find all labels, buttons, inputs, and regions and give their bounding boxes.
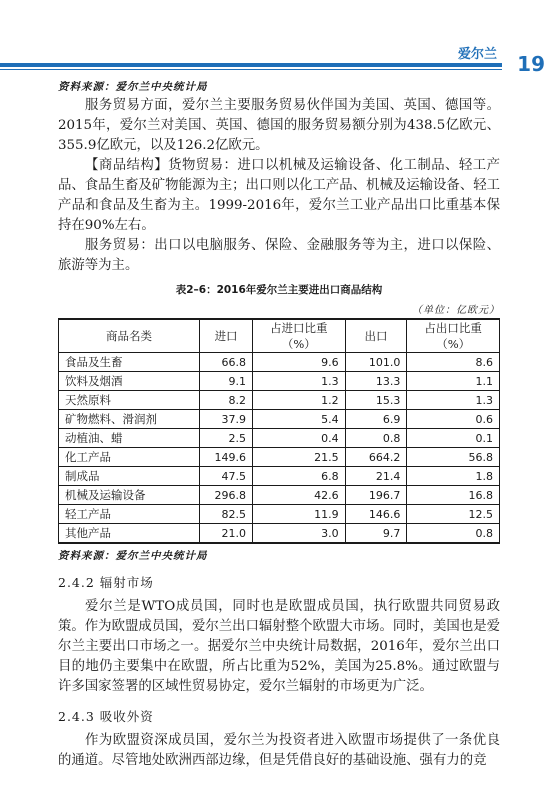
value-cell: 37.9 [200,410,253,429]
value-cell: 1.3 [253,372,346,391]
column-header: 占出口比重（%） [407,319,500,353]
value-cell: 21.4 [345,467,407,486]
table-unit: （单位：亿欧元） [412,305,500,316]
column-header: 占进口比重（%） [253,319,346,353]
value-cell: 42.6 [253,486,346,505]
column-header: 商品名类 [59,319,200,353]
section-heading: 2.4.2 辐射市场 [58,575,154,590]
table-row [59,448,500,467]
value-cell: 9.6 [253,353,346,372]
commodity-name-cell: 食品及生畜 [59,353,200,372]
source-note: 资料来源：爱尔兰中央统计局 [58,550,208,562]
value-cell: 3.0 [253,524,346,544]
value-cell: 1.8 [407,467,500,486]
section-heading: 2.4.3 吸收外资 [58,709,154,724]
value-cell: 47.5 [200,467,253,486]
table-row [59,429,500,448]
paragraph-commodity-structure: 【商品结构】货物贸易：进口以机械及运输设备、化工制品、轻工产品、食品生畜及矿物能源为主；出口则以化工产品、机械及运输设备、轻工产品和食品及生畜为主。1999-2016年，爱尔兰工业产品出口比重基本保持在90%左右。 [58,158,500,233]
commodity-name-cell: 矿物燃料、滑润剂 [59,410,200,429]
value-cell: 2.5 [200,429,253,448]
column-header: 进口 [200,319,253,353]
table-row [59,353,500,372]
page-content [58,79,500,771]
value-cell: 5.4 [253,410,346,429]
commodity-name-cell: 饮料及烟酒 [59,372,200,391]
value-cell: 0.6 [407,410,500,429]
table-header-row [59,319,500,353]
value-cell: 15.3 [345,391,407,410]
value-cell: 8.6 [407,353,500,372]
paragraph-service-trade: 服务贸易：出口以电脑服务、保险、金融服务等为主，进口以保险、旅游等为主。 [58,238,500,273]
paragraph-radiating-market: 爱尔兰是WTO成员国，同时也是欧盟成员国，执行欧盟共同贸易政策。作为欧盟成员国，爱尔兰出口辐射整个欧盟大市场。同时，美国也是爱尔兰主要出口市场之一。据爱尔兰中央统计局数据，2016年，爱尔兰出口目的地仍主要集中在欧盟，所占比重为52%，美国为25.8%。通过欧盟与许多国家签署的区域性贸易协定，爱尔兰辐射的市场更为广泛。 [58,599,500,694]
value-cell: 82.5 [200,505,253,524]
trade-structure-table [58,318,500,544]
paragraph-foreign-investment: 作为欧盟资深成员国，爱尔兰为投资者进入欧盟市场提供了一条优良的通道。尽管地处欧洲西部边缘，但是凭借良好的基础设施、强有力的竞 [58,733,500,768]
value-cell: 12.5 [407,505,500,524]
value-cell: 9.7 [345,524,407,544]
value-cell: 6.8 [253,467,346,486]
table-row [59,467,500,486]
value-cell: 1.3 [407,391,500,410]
value-cell: 0.8 [345,429,407,448]
value-cell: 6.9 [345,410,407,429]
table-row [59,524,500,544]
paragraph-services-trade: 服务贸易方面，爱尔兰主要服务贸易伙伴国为美国、英国、德国等。2015年，爱尔兰对美国、英国、德国的服务贸易额分别为438.5亿欧元、355.9亿欧元，以及126.2亿欧元。 [58,98,500,153]
commodity-name-cell: 其他产品 [59,524,200,544]
column-header: 出口 [345,319,407,353]
commodity-name-cell: 化工产品 [59,448,200,467]
value-cell: 0.1 [407,429,500,448]
header-rule-thin [0,69,502,70]
table-row [59,505,500,524]
value-cell: 1.1 [407,372,500,391]
value-cell: 8.2 [200,391,253,410]
value-cell: 9.1 [200,372,253,391]
value-cell: 21.0 [200,524,253,544]
value-cell: 11.9 [253,505,346,524]
value-cell: 66.8 [200,353,253,372]
value-cell: 101.0 [345,353,407,372]
commodity-name-cell: 天然原料 [59,391,200,410]
commodity-name-cell: 机械及运输设备 [59,486,200,505]
value-cell: 664.2 [345,448,407,467]
value-cell: 21.5 [253,448,346,467]
value-cell: 0.8 [407,524,500,544]
table-row [59,410,500,429]
value-cell: 0.4 [253,429,346,448]
chapter-tag: 爱尔兰 [457,47,497,62]
commodity-name-cell: 动植油、蜡 [59,429,200,448]
value-cell: 146.6 [345,505,407,524]
value-cell: 196.7 [345,486,407,505]
value-cell: 1.2 [253,391,346,410]
table-title: 表2–6：2016年爱尔兰主要进出口商品结构 [175,284,383,296]
table-row [59,372,500,391]
value-cell: 16.8 [407,486,500,505]
commodity-name-cell: 轻工产品 [59,505,200,524]
page-number: 19 [517,52,545,76]
header-rule [0,63,502,67]
value-cell: 149.6 [200,448,253,467]
source-note: 资料来源：爱尔兰中央统计局 [58,81,208,93]
table-row [59,391,500,410]
commodity-name-cell: 制成品 [59,467,200,486]
value-cell: 13.3 [345,372,407,391]
value-cell: 296.8 [200,486,253,505]
value-cell: 56.8 [407,448,500,467]
table-row [59,486,500,505]
